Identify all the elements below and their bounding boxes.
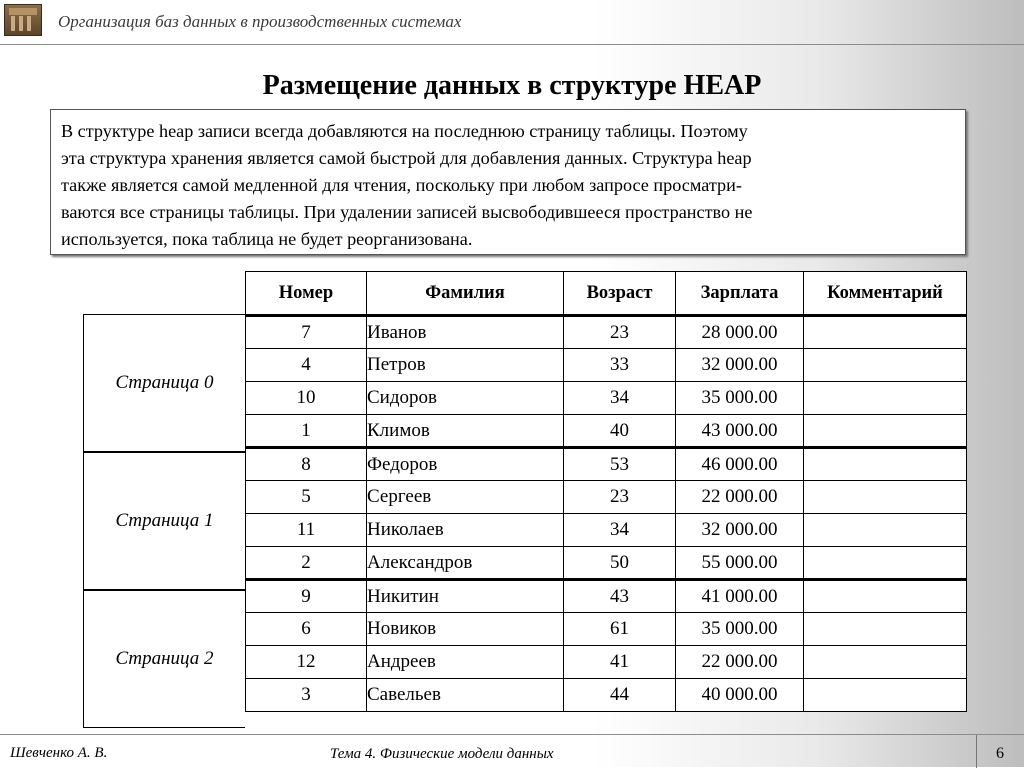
cell-surname: Климов — [367, 415, 564, 448]
employee-table — [245, 271, 967, 712]
cell-surname: Новиков — [367, 613, 564, 646]
cell-comment — [804, 646, 967, 679]
cell-surname: Савельев — [367, 679, 564, 712]
column-header-age: Возраст — [564, 272, 676, 316]
cell-age: 23 — [564, 316, 676, 349]
slide-title: Размещение данных в структуре HEAP — [262, 70, 762, 101]
cell-salary: 35 000.00 — [676, 382, 804, 415]
cell-age: 40 — [564, 415, 676, 448]
cell-comment — [804, 415, 967, 448]
cell-comment — [804, 580, 967, 613]
cell-number: 1 — [246, 415, 367, 448]
cell-number: 6 — [246, 613, 367, 646]
cell-number: 3 — [246, 679, 367, 712]
cell-age: 53 — [564, 448, 676, 481]
cell-salary: 22 000.00 — [676, 646, 804, 679]
cell-surname: Александров — [367, 547, 564, 580]
cell-comment — [804, 613, 967, 646]
cell-comment — [804, 481, 967, 514]
cell-surname: Сергеев — [367, 481, 564, 514]
table-row — [246, 481, 967, 514]
cell-number: 4 — [246, 349, 367, 382]
table-row — [246, 415, 967, 448]
page-label-0: Страница 0 — [83, 314, 245, 452]
cell-salary: 55 000.00 — [676, 547, 804, 580]
cell-comment — [804, 514, 967, 547]
cell-comment — [804, 382, 967, 415]
cell-salary: 22 000.00 — [676, 481, 804, 514]
cell-age: 34 — [564, 514, 676, 547]
table-row — [246, 349, 967, 382]
column-header-comment: Комментарий — [804, 272, 967, 316]
cell-surname: Иванов — [367, 316, 564, 349]
table-row — [246, 613, 967, 646]
cell-salary: 41 000.00 — [676, 580, 804, 613]
table-row — [246, 580, 967, 613]
description-line: ваются все страницы таблицы. При удалении записей высвободившееся пространство не — [61, 202, 753, 222]
table-row — [246, 547, 967, 580]
cell-comment — [804, 316, 967, 349]
table-row — [246, 514, 967, 547]
cell-number: 9 — [246, 580, 367, 613]
page-label-2: Страница 2 — [83, 590, 245, 728]
cell-age: 43 — [564, 580, 676, 613]
cell-salary: 46 000.00 — [676, 448, 804, 481]
cell-number: 11 — [246, 514, 367, 547]
cell-comment — [804, 448, 967, 481]
slide-footer — [0, 734, 1024, 768]
footer-topic: Тема 4. Физические модели данных — [330, 746, 554, 762]
cell-number: 2 — [246, 547, 367, 580]
description-line: эта структура хранения является самой быстрой для добавления данных. Структура heap — [61, 148, 752, 168]
cell-number: 5 — [246, 481, 367, 514]
cell-salary: 32 000.00 — [676, 514, 804, 547]
cell-surname: Никитин — [367, 580, 564, 613]
course-title: Организация баз данных в производственных системах — [58, 12, 462, 31]
cell-comment — [804, 547, 967, 580]
table-header-row — [246, 272, 967, 316]
table-row — [246, 679, 967, 712]
description-box — [50, 109, 966, 255]
logo-icon — [4, 4, 42, 36]
footer-divider — [976, 735, 977, 768]
cell-age: 41 — [564, 646, 676, 679]
cell-surname: Федоров — [367, 448, 564, 481]
cell-salary: 43 000.00 — [676, 415, 804, 448]
table-row — [246, 448, 967, 481]
description-line: используется, пока таблица не будет реорганизована. — [61, 229, 473, 249]
cell-surname: Петров — [367, 349, 564, 382]
column-header-number: Номер — [246, 272, 367, 316]
cell-number: 7 — [246, 316, 367, 349]
table-row — [246, 316, 967, 349]
cell-comment — [804, 349, 967, 382]
cell-number: 8 — [246, 448, 367, 481]
cell-surname: Николаев — [367, 514, 564, 547]
table-row — [246, 646, 967, 679]
cell-surname: Сидоров — [367, 382, 564, 415]
column-header-salary: Зарплата — [676, 272, 804, 316]
page-label-1: Страница 1 — [83, 452, 245, 590]
cell-age: 61 — [564, 613, 676, 646]
description-line: также является самой медленной для чтения, поскольку при любом запросе просматри- — [61, 175, 742, 195]
cell-number: 10 — [246, 382, 367, 415]
cell-age: 50 — [564, 547, 676, 580]
cell-salary: 32 000.00 — [676, 349, 804, 382]
description-line: В структуре heap записи всегда добавляются на последнюю страницу таблицы. Поэтому — [61, 121, 748, 141]
slide-header — [0, 0, 1024, 45]
cell-salary: 35 000.00 — [676, 613, 804, 646]
cell-age: 33 — [564, 349, 676, 382]
column-header-surname: Фамилия — [367, 272, 564, 316]
cell-age: 34 — [564, 382, 676, 415]
cell-comment — [804, 679, 967, 712]
page-number: 6 — [996, 745, 1004, 762]
cell-age: 23 — [564, 481, 676, 514]
cell-number: 12 — [246, 646, 367, 679]
table-row — [246, 382, 967, 415]
cell-salary: 28 000.00 — [676, 316, 804, 349]
footer-author: Шевченко А. В. — [10, 745, 108, 761]
cell-salary: 40 000.00 — [676, 679, 804, 712]
cell-surname: Андреев — [367, 646, 564, 679]
cell-age: 44 — [564, 679, 676, 712]
